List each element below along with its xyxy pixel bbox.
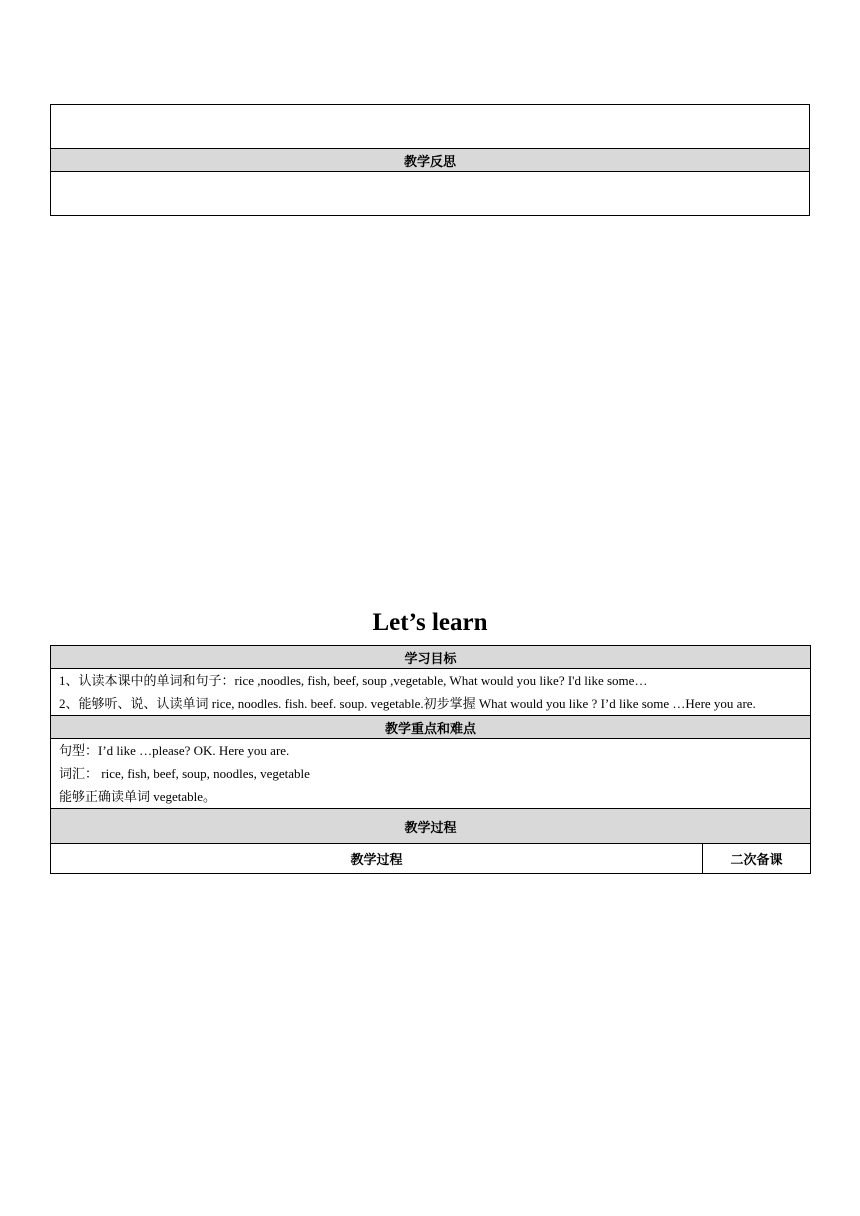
- keypoint-item: 句型：I’d like …please? OK. Here you are.: [59, 743, 290, 758]
- keypoints-cell: [51, 739, 811, 809]
- objectives-header: 学习目标: [51, 646, 811, 669]
- lesson-plan-table: [50, 645, 811, 874]
- reflection-header: 教学反思: [51, 149, 810, 172]
- objective-item: 2、能够听、说、认读单词 rice, noodles. fish. beef. soup. vegetable.初步掌握 What would you like ? I’d like some …Here you are.: [59, 696, 756, 711]
- keypoint-item: 词汇： rice, fish, beef, soup, noodles, vegetable: [59, 766, 310, 781]
- reflection-content-cell: [51, 172, 810, 216]
- reflection-table: [50, 104, 810, 216]
- keypoints-header: 教学重点和难点: [51, 716, 811, 739]
- keypoint-item: 能够正确读单词 vegetable。: [59, 789, 217, 804]
- objective-item: 1、认读本课中的单词和句子：rice ,noodles, fish, beef, soup ,vegetable, What would you like? I'd like some…: [59, 673, 648, 688]
- previous-content-cell: [51, 105, 810, 149]
- process-main-column: 教学过程: [51, 844, 703, 874]
- process-header: 教学过程: [51, 809, 811, 844]
- objectives-cell: [51, 669, 811, 716]
- process-side-column: 二次备课: [703, 844, 811, 874]
- lesson-title: Let’s learn: [372, 609, 488, 636]
